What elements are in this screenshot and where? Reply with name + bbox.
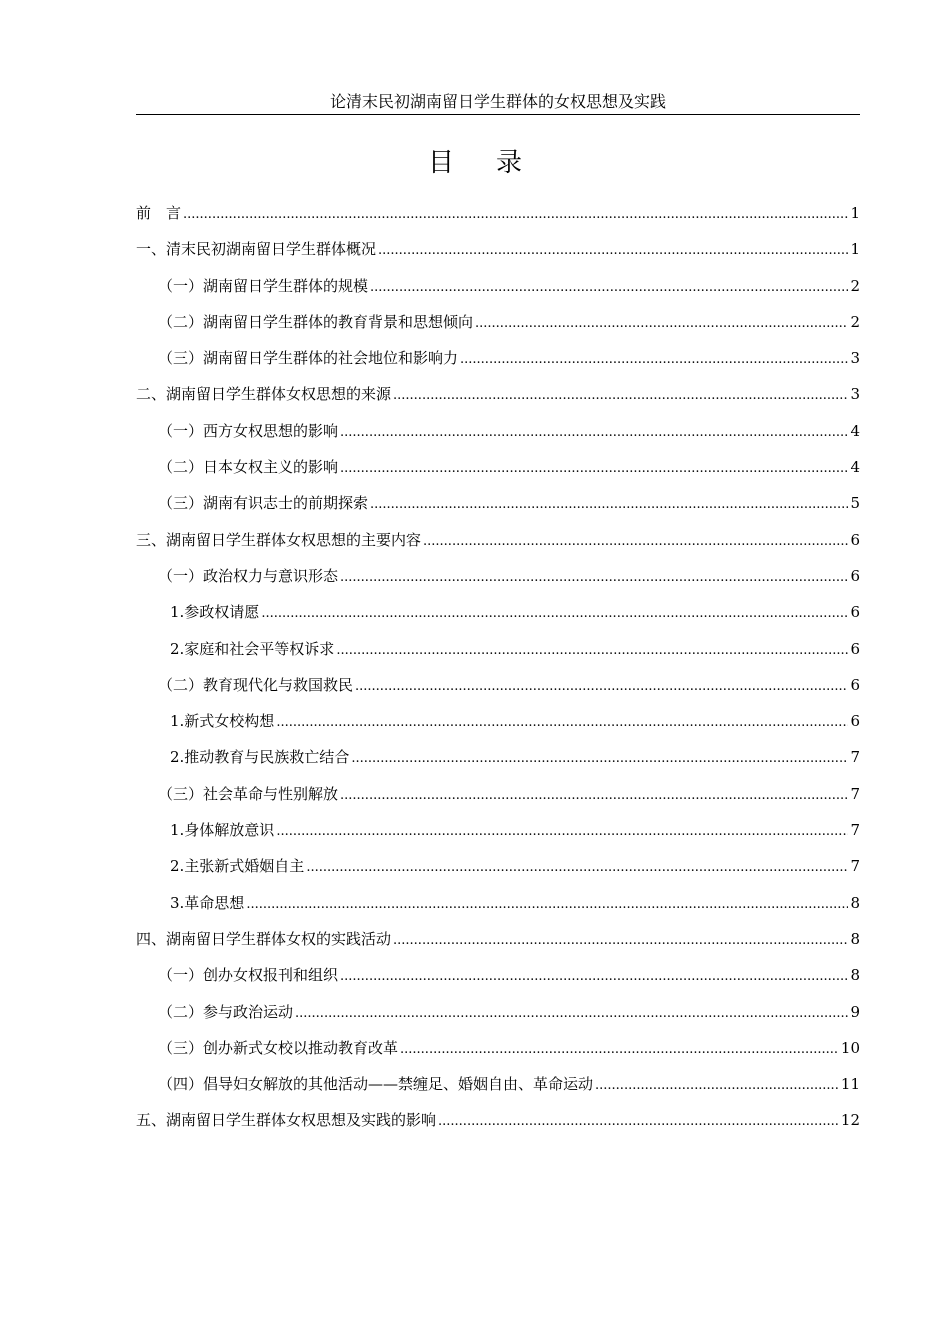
toc-entry-label: （一）创办女权报刊和组织 — [158, 966, 339, 985]
toc-entry[interactable] — [136, 452, 860, 488]
toc-entry-label: （四）倡导妇女解放的其他活动——禁缠足、婚姻自由、革命运动 — [158, 1075, 594, 1094]
toc-entry-label: （三）社会革命与性别解放 — [158, 784, 339, 803]
toc-entry-label: （三）湖南有识志士的前期探索 — [158, 494, 369, 513]
toc-entry[interactable] — [136, 1033, 860, 1069]
toc-entry-page: 8 — [850, 929, 860, 948]
toc-entry-label: 一、清末民初湖南留日学生群体概况 — [136, 240, 377, 259]
toc-dot-leader — [183, 198, 848, 230]
toc-entry[interactable] — [136, 234, 860, 270]
toc-entry[interactable] — [136, 960, 860, 996]
toc-entry-label: （二）参与政治运动 — [158, 1002, 294, 1021]
table-of-contents — [136, 198, 860, 1142]
toc-entry[interactable] — [136, 634, 860, 670]
toc-entry-label: （二）日本女权主义的影响 — [158, 458, 339, 477]
toc-title-left: 目 — [427, 148, 454, 178]
toc-entry-label: （三）创办新式女校以推动教育改革 — [158, 1038, 399, 1057]
toc-entry-label: 1.参政权请愿 — [170, 603, 260, 622]
toc-entry-label: 二、湖南留日学生群体女权思想的来源 — [136, 385, 392, 404]
toc-dot-leader — [393, 379, 848, 411]
toc-entry-page: 6 — [850, 675, 860, 694]
toc-entry-page: 6 — [850, 639, 860, 658]
toc-dot-leader — [306, 851, 848, 883]
toc-dot-leader — [340, 960, 848, 992]
toc-entry[interactable] — [136, 597, 860, 633]
toc-dot-leader — [295, 997, 848, 1029]
toc-dot-leader — [276, 706, 848, 738]
toc-entry-label: （二）湖南留日学生群体的教育背景和思想倾向 — [158, 312, 474, 331]
toc-entry-label: （一）西方女权思想的影响 — [158, 421, 339, 440]
toc-dot-leader — [351, 742, 848, 774]
toc-entry[interactable] — [136, 198, 860, 234]
toc-dot-leader — [393, 924, 848, 956]
toc-dot-leader — [438, 1105, 839, 1137]
toc-entry-label: 五、湖南留日学生群体女权思想及实践的影响 — [136, 1111, 437, 1130]
toc-title-right: 录 — [496, 148, 523, 178]
toc-entry-page: 6 — [850, 530, 860, 549]
toc-entry[interactable] — [136, 525, 860, 561]
toc-entry[interactable] — [136, 924, 860, 960]
toc-entry-label: 三、湖南留日学生群体女权思想的主要内容 — [136, 530, 422, 549]
toc-entry-page: 8 — [850, 966, 860, 985]
toc-dot-leader — [400, 1033, 839, 1065]
toc-entry[interactable] — [136, 851, 860, 887]
toc-entry-label: （三）湖南留日学生群体的社会地位和影响力 — [158, 349, 459, 368]
toc-entry-page: 3 — [850, 349, 860, 368]
toc-entry-label: （一）湖南留日学生群体的规模 — [158, 276, 369, 295]
toc-entry-label: （二）教育现代化与救国救民 — [158, 675, 354, 694]
toc-entry[interactable] — [136, 815, 860, 851]
toc-title — [0, 146, 950, 180]
toc-entry-label: 四、湖南留日学生群体女权的实践活动 — [136, 929, 392, 948]
toc-entry-label: 前 言 — [136, 204, 182, 222]
toc-dot-leader — [336, 634, 848, 666]
toc-entry-label: 2.推动教育与民族救亡结合 — [170, 748, 350, 767]
toc-entry-page: 4 — [850, 421, 860, 440]
toc-dot-leader — [475, 307, 848, 339]
toc-entry-label: 2.家庭和社会平等权诉求 — [170, 639, 335, 658]
toc-entry-page: 7 — [850, 857, 860, 876]
toc-entry-page: 7 — [850, 821, 860, 840]
toc-entry[interactable] — [136, 997, 860, 1033]
toc-entry-page: 7 — [850, 784, 860, 803]
toc-entry-page: 5 — [850, 494, 860, 513]
toc-entry[interactable] — [136, 307, 860, 343]
toc-entry-page: 1 — [850, 240, 860, 259]
toc-entry[interactable] — [136, 1069, 860, 1105]
toc-entry[interactable] — [136, 271, 860, 307]
toc-entry-page: 7 — [850, 748, 860, 767]
toc-entry-page: 11 — [840, 1075, 860, 1094]
toc-dot-leader — [595, 1069, 839, 1101]
toc-dot-leader — [355, 670, 848, 702]
toc-entry-label: 2.主张新式婚姻自主 — [170, 857, 305, 876]
toc-dot-leader — [340, 452, 848, 484]
toc-entry[interactable] — [136, 416, 860, 452]
toc-entry[interactable] — [136, 888, 860, 924]
toc-entry[interactable] — [136, 343, 860, 379]
toc-dot-leader — [261, 597, 848, 629]
toc-entry-page: 4 — [850, 458, 860, 477]
toc-entry-page: 6 — [850, 712, 860, 731]
toc-entry-label: 1.身体解放意识 — [170, 821, 275, 840]
toc-entry-page: 2 — [850, 276, 860, 295]
toc-dot-leader — [340, 561, 848, 593]
toc-dot-leader — [423, 525, 848, 557]
toc-entry-page: 9 — [850, 1002, 860, 1021]
toc-entry-page: 6 — [850, 603, 860, 622]
toc-dot-leader — [340, 779, 848, 811]
toc-dot-leader — [370, 488, 848, 520]
toc-entry-page: 6 — [850, 566, 860, 585]
toc-dot-leader — [246, 888, 848, 920]
toc-entry-page: 10 — [840, 1038, 860, 1057]
toc-dot-leader — [370, 271, 848, 303]
toc-entry[interactable] — [136, 1105, 860, 1141]
toc-entry-page: 12 — [840, 1111, 860, 1130]
running-header — [136, 92, 860, 115]
toc-entry[interactable] — [136, 706, 860, 742]
running-header-title: 论清末民初湖南留日学生群体的女权思想及实践 — [329, 92, 666, 111]
toc-entry-label: （一）政治权力与意识形态 — [158, 566, 339, 585]
toc-dot-leader — [460, 343, 848, 375]
toc-entry[interactable] — [136, 488, 860, 524]
toc-entry-label: 1.新式女校构想 — [170, 712, 275, 731]
toc-entry-label: 3.革命思想 — [170, 893, 245, 912]
toc-entry[interactable] — [136, 561, 860, 597]
toc-entry[interactable] — [136, 670, 860, 706]
toc-entry-page: 8 — [850, 893, 860, 912]
toc-entry-page: 1 — [850, 204, 860, 222]
toc-entry-page: 3 — [850, 385, 860, 404]
toc-dot-leader — [276, 815, 848, 847]
toc-entry[interactable] — [136, 742, 860, 778]
toc-entry-page: 2 — [850, 312, 860, 331]
toc-entry[interactable] — [136, 779, 860, 815]
toc-dot-leader — [340, 416, 848, 448]
toc-entry[interactable] — [136, 379, 860, 415]
toc-dot-leader — [378, 234, 848, 266]
